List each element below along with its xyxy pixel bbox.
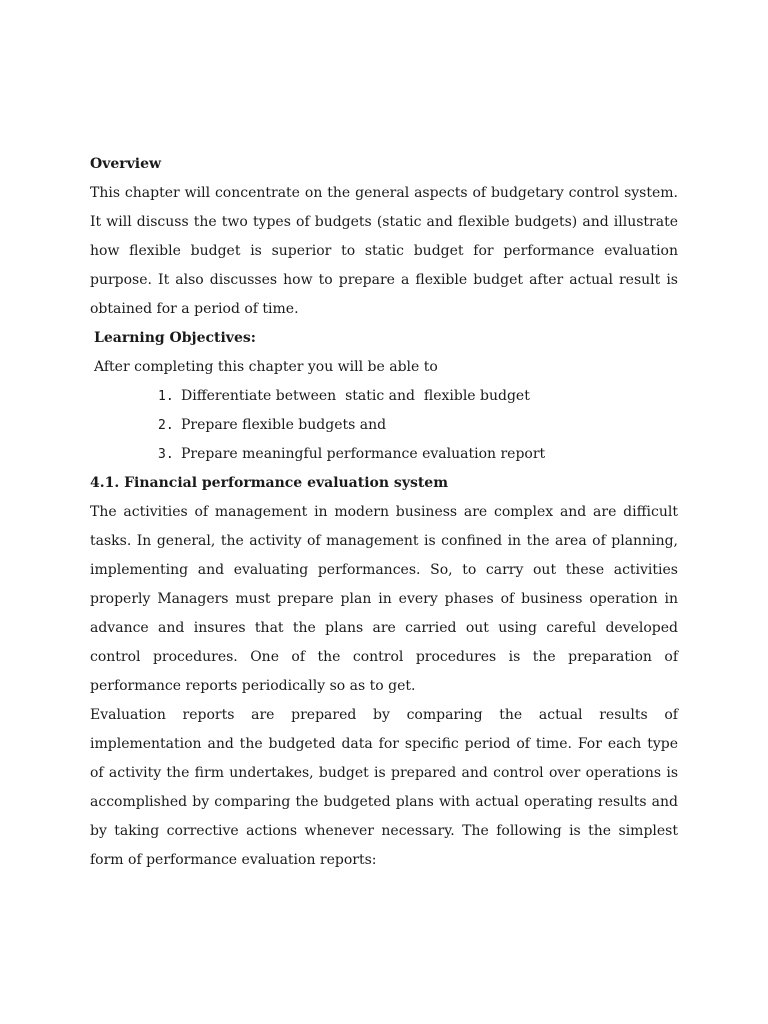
learning-objectives-intro: After completing this chapter you will be able to [94, 359, 438, 375]
list-item-number: 2. [158, 418, 174, 433]
list-item-number: 1. [158, 389, 174, 404]
overview-heading: Overview [90, 156, 162, 172]
overview-paragraph: This chapter will concentrate on the general aspects of budgetary control system. It will discuss the two types of budgets (static and flexible budgets) and illustrate how flexible budget is superior to static budget for performance evaluation purpose. It also discusses how to prepare a flexible budget after actual result is obtained for a period of time. [90, 185, 678, 317]
section-4-1-heading: 4.1. Financial performance evaluation system [90, 475, 449, 491]
list-item-text: Prepare meaningful performance evaluation report [181, 446, 546, 462]
learning-objectives-list [90, 382, 678, 469]
list-item-number: 3. [158, 447, 174, 462]
document-page [90, 150, 678, 875]
section-4-1-paragraph-2: Evaluation reports are prepared by comparing the actual results of implementation and the budgeted data for specific period of time. For each type of activity the firm undertakes, budget is prepared and control over operations is accomplished by comparing the budgeted plans with actual operating results and by taking corrective actions whenever necessary. The following is the simplest form of performance evaluation reports: [90, 707, 678, 868]
list-item [90, 411, 678, 440]
list-item-text: Prepare flexible budgets and [181, 417, 387, 433]
section-4-1-paragraph-1: The activities of management in modern business are complex and are difficult tasks. In general, the activity of management is confined in the area of planning, implementing and evaluating performances. So, to carry out these activities properly Managers must prepare plan in every phases of business operation in advance and insures that the plans are carried out using careful developed control procedures. One of the control procedures is the preparation of performance reports periodically so as to get. [90, 504, 678, 694]
list-item [90, 440, 678, 469]
learning-objectives-heading: Learning Objectives: [94, 330, 256, 346]
list-item [90, 382, 678, 411]
list-item-text: Differentiate between static and flexible budget [181, 388, 530, 404]
